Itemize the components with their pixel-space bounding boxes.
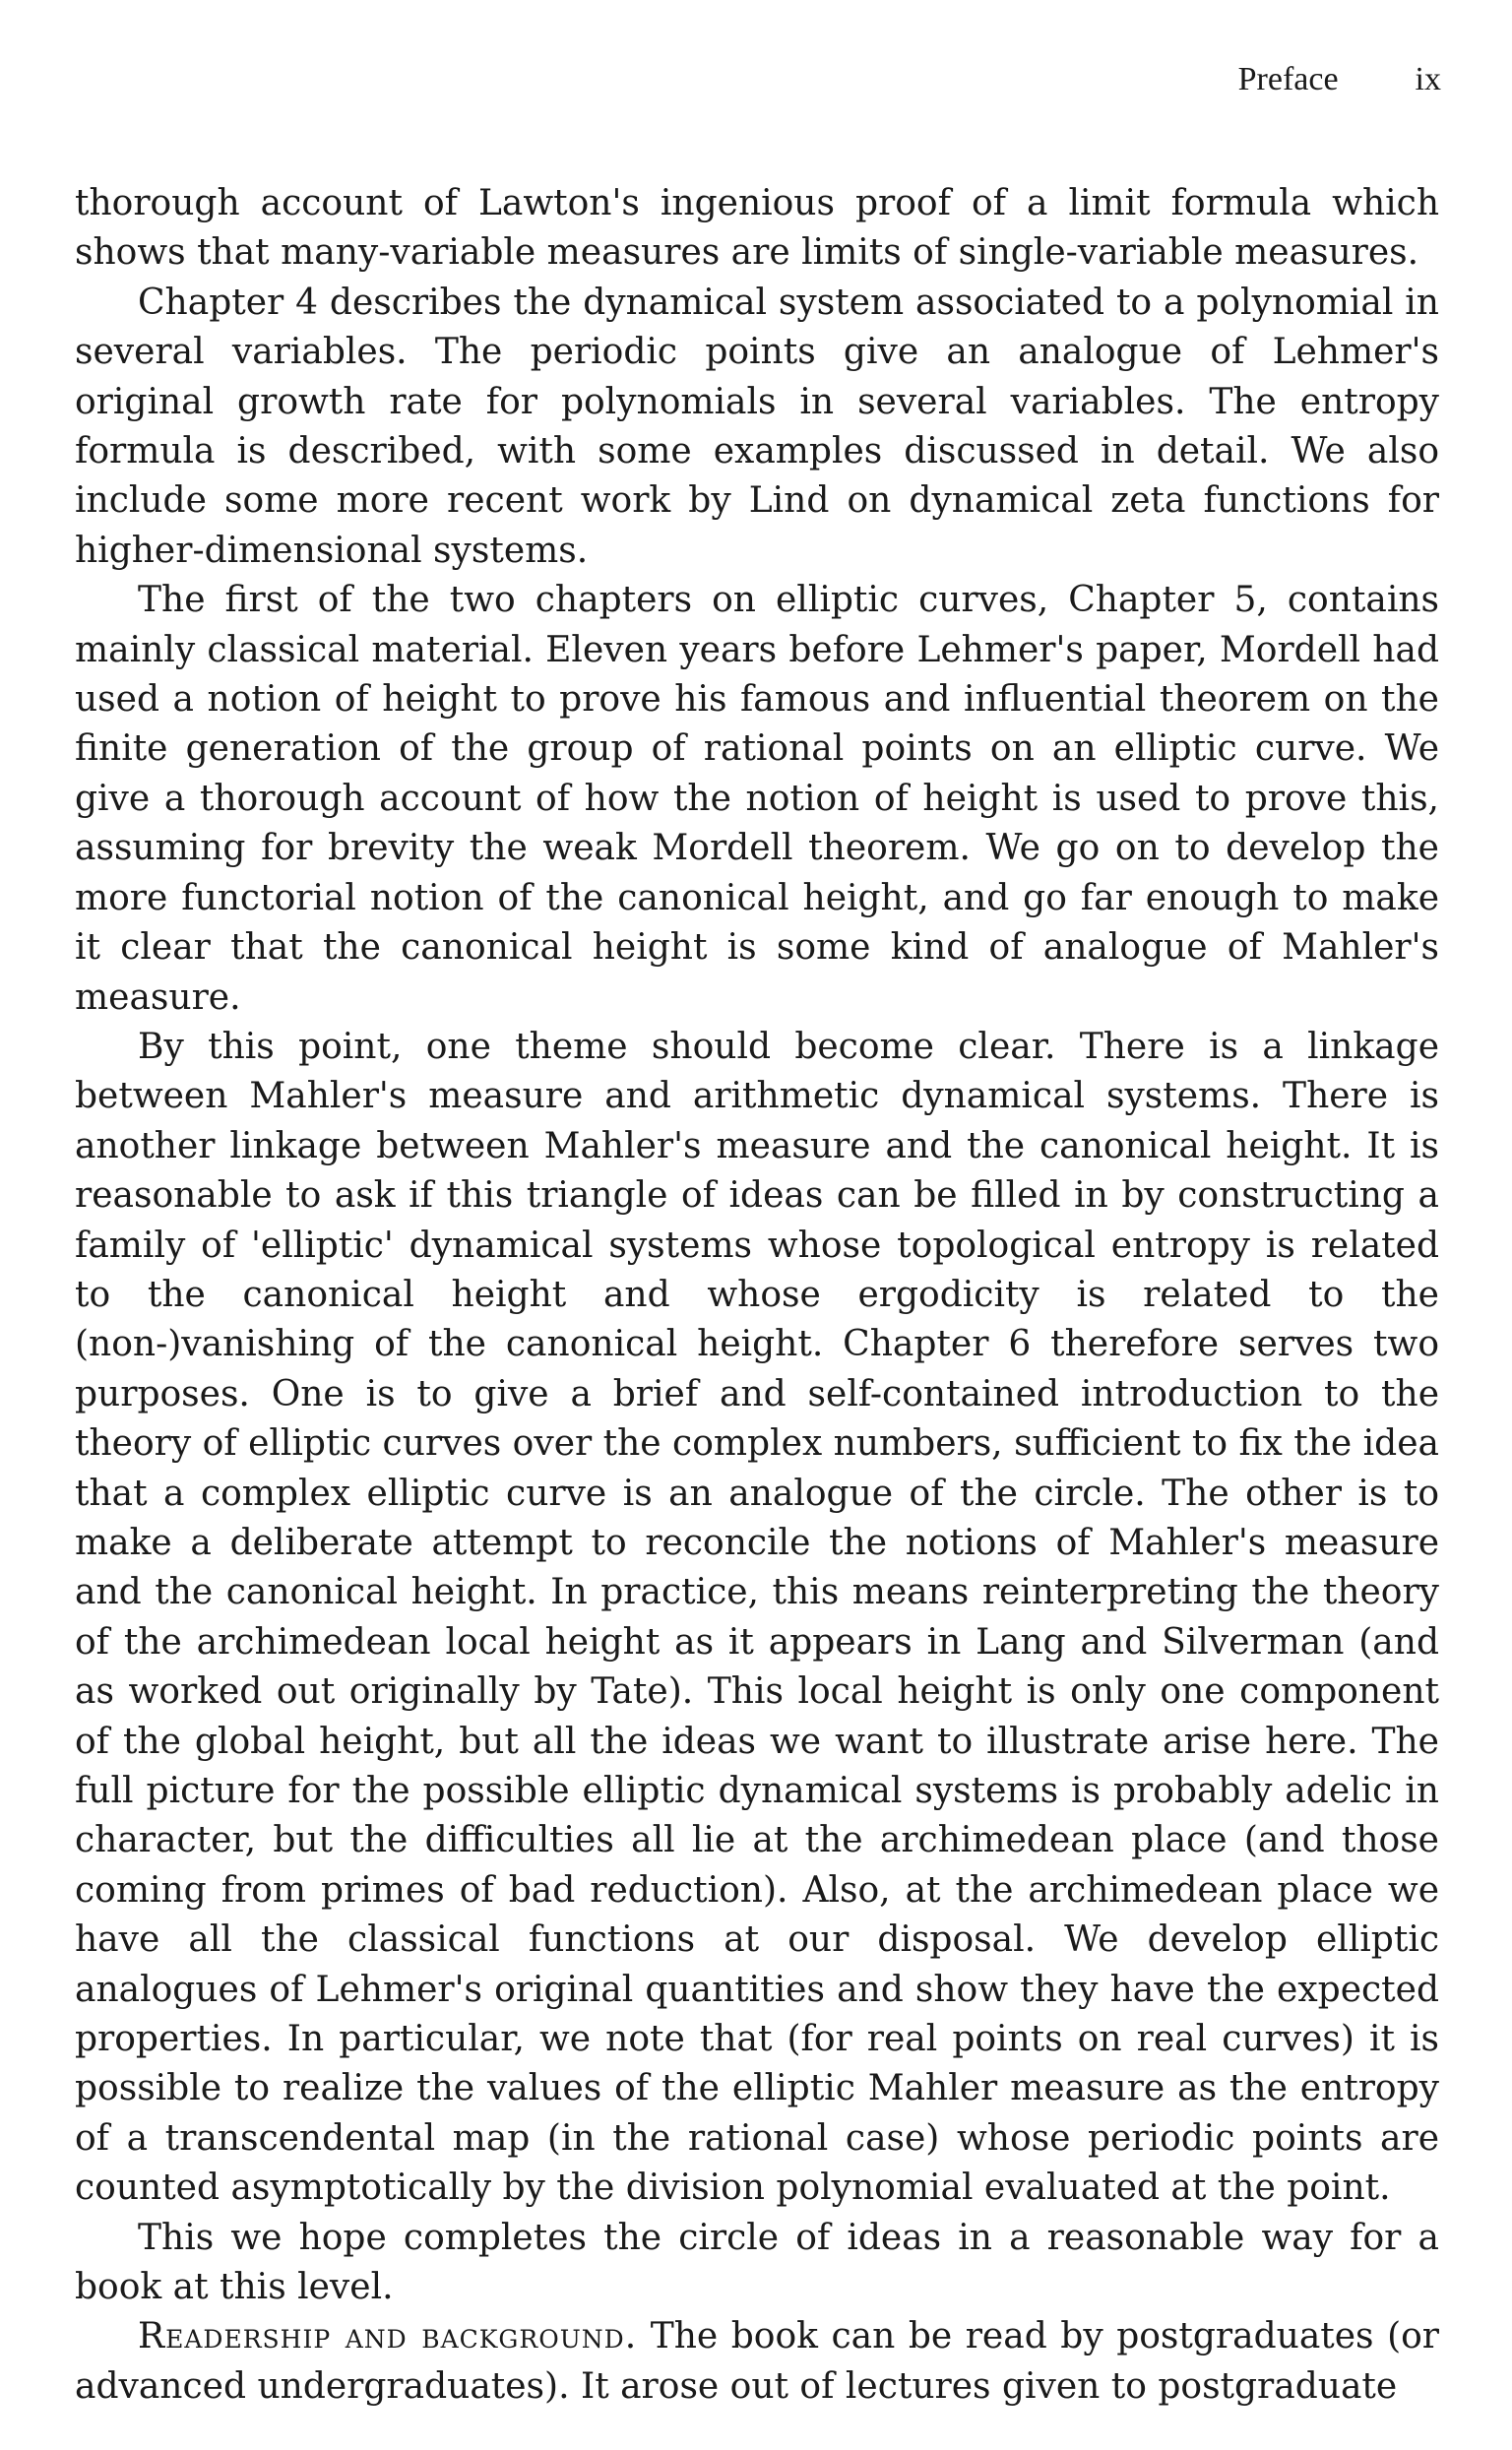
readership-heading: Readership and background. <box>138 2316 638 2357</box>
readership-text: The book can be read by postgraduates (or advanced undergraduates). It arose out of lectures given to postgraduate <box>75 2316 1439 2407</box>
paragraph-readership <box>75 2312 1439 2412</box>
page-number: ix <box>1415 61 1441 97</box>
running-head <box>1238 61 1441 98</box>
running-head-title: Preface <box>1237 61 1339 97</box>
paragraph-chapter-6: By this point, one theme should become clear. There is a linkage between Mahler's measure and arithmetic dynamical systems. There is another linkage between Mahler's measure and the canonical height. It is reasonable to ask if this triangle of ideas can be filled in by constructing a family of 'elliptic' dynamical systems whose topological entropy is related to the canonical height and whose ergodicity is related to the (non-)vanishing of the canonical height. Chapter 6 therefore serves two purposes. One is to give a brief and self-contained introduction to the theory of elliptic curves over the complex numbers, sufficient to fix the idea that a complex elliptic curve is an analogue of the circle. The other is to make a deliberate attempt to reconcile the notions of Mahler's measure and the canonical height. In practice, this means reinterpreting the theory of the archimedean local height as it appears in Lang and Silverman (and as worked out originally by Tate). This local height is only one component of the global height, but all the ideas we want to illustrate arise here. The full picture for the possible elliptic dynamical systems is probably adelic in character, but the difficulties all lie at the archimedean place (and those coming from primes of bad reduction). Also, at the archimedean place we have all the classical functions at our disposal. We develop elliptic analogues of Lehmer's original quantities and show they have the expected properties. In particular, we note that (for real points on real curves) it is possible to realize the values of the elliptic Mahler measure as the entropy of a transcendental map (in the rational case) whose periodic points are counted asymptotically by the division polynomial evaluated at the point. <box>75 1026 1439 2209</box>
paragraph-continuation: thorough account of Lawton's ingenious proof of a limit formula which shows that many-variable measures are limits of single-variable measures. <box>75 183 1439 274</box>
body-text <box>75 179 1439 2412</box>
paragraph-chapter-5: The first of the two chapters on elliptic curves, Chapter 5, contains mainly classical material. Eleven years before Lehmer's paper, Mordell had used a notion of height to prove his famous and influential theorem on the finite generation of the group of rational points on an elliptic curve. We give a thorough account of how the notion of height is used to prove this, assuming for brevity the weak Mordell theorem. We go on to develop the more functorial notion of the canonical height, and go far enough to make it clear that the canonical height is some kind of analogue of Mahler's measure. <box>75 580 1439 1018</box>
paragraph-circle-of-ideas: This we hope completes the circle of ideas in a reasonable way for a book at this level. <box>75 2217 1439 2308</box>
paragraph-chapter-4: Chapter 4 describes the dynamical system associated to a polynomial in several variables. The periodic points give an analogue of Lehmer's original growth rate for polynomials in several variables. The entropy formula is described, with some examples discussed in detail. We also include some more recent work by Lind on dynamical zeta functions for higher-dimensional systems. <box>75 282 1439 571</box>
